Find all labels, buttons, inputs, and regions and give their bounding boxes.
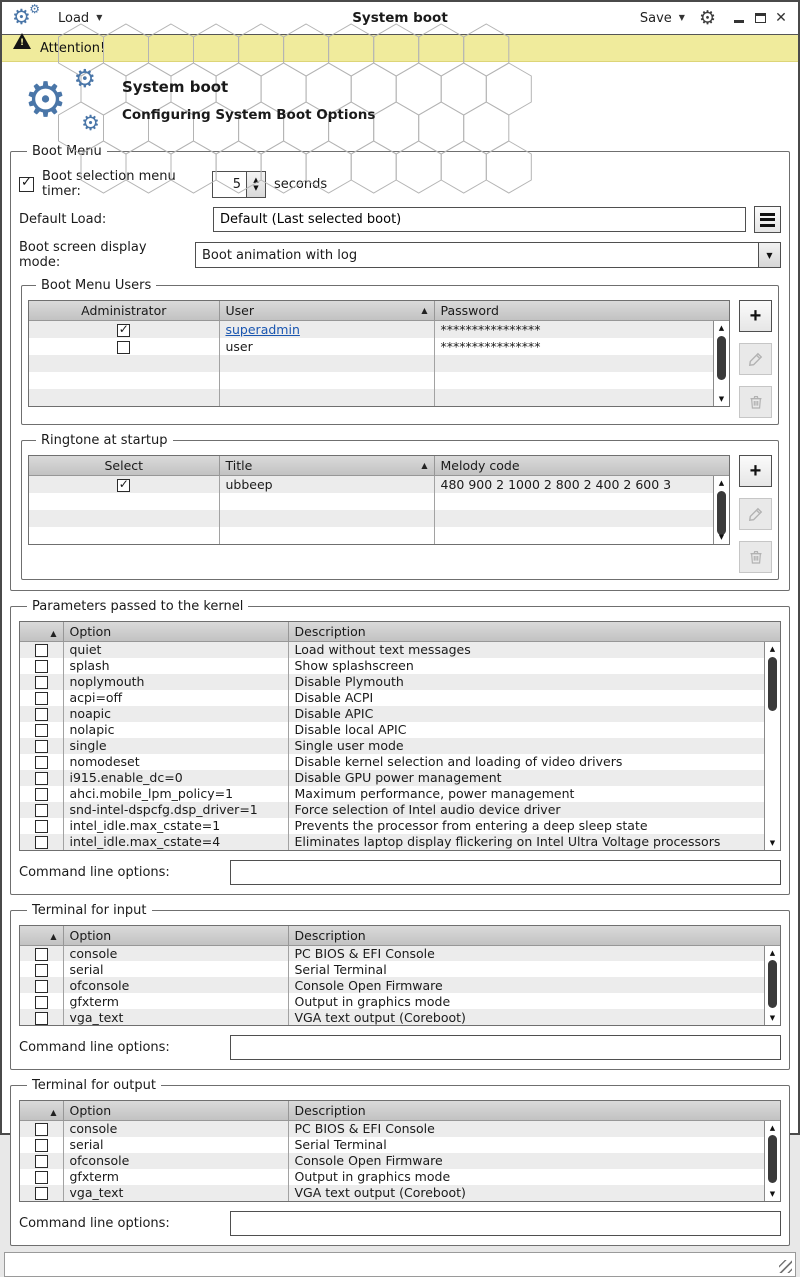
group-legend: Boot Menu Users xyxy=(41,278,152,293)
terminal-output-group xyxy=(10,1078,790,1246)
delete-user-button[interactable] xyxy=(739,386,772,418)
gear-icon: ⚙ xyxy=(12,5,31,29)
titlebar xyxy=(2,2,798,35)
table-row[interactable]: nomodeset Disable kernel selection and loading of video drivers xyxy=(20,754,780,770)
table-row[interactable]: ofconsole Console Open Firmware xyxy=(20,1153,780,1169)
page-header xyxy=(2,62,798,142)
scroll-up-icon[interactable]: ▲ xyxy=(718,324,725,332)
empty-table-row xyxy=(29,372,729,389)
kernel-params-group xyxy=(10,599,790,895)
load-menu-label: Load xyxy=(58,10,90,26)
vertical-scrollbar[interactable] xyxy=(713,476,729,544)
trash-icon xyxy=(748,549,764,565)
column-header[interactable]: Melody code xyxy=(434,456,729,476)
table-row[interactable]: serial Serial Terminal xyxy=(20,1137,780,1153)
row-checkbox[interactable] xyxy=(35,1171,48,1184)
terminal-input-table[interactable] xyxy=(19,925,781,1027)
row-checkbox[interactable] xyxy=(35,1155,48,1168)
add-user-button[interactable]: + xyxy=(739,300,772,332)
default-load-menu-button[interactable] xyxy=(754,206,781,233)
maximize-icon xyxy=(755,13,766,23)
kernel-cmdline-input[interactable] xyxy=(230,860,781,885)
gear-icon: ⚙ xyxy=(73,64,96,93)
column-header[interactable] xyxy=(20,1101,63,1121)
scroll-up-icon[interactable]: ▲ xyxy=(769,948,776,957)
gear-icon: ⚙ xyxy=(81,111,100,135)
timer-unit-label: seconds xyxy=(274,176,328,192)
close-button[interactable]: ✕ xyxy=(775,10,787,26)
row-checkbox[interactable] xyxy=(35,756,48,769)
display-mode-label: Boot screen display mode: xyxy=(19,240,147,270)
edit-ringtone-button[interactable] xyxy=(739,498,772,530)
column-header[interactable]: User ▲ xyxy=(219,301,434,321)
row-checkbox[interactable] xyxy=(35,740,48,753)
table-row[interactable]: console PC BIOS & EFI Console xyxy=(20,1121,780,1137)
sort-asc-icon: ▲ xyxy=(421,461,428,470)
row-checkbox[interactable] xyxy=(35,1012,48,1025)
settings-gear-icon[interactable]: ⚙ xyxy=(698,6,716,29)
row-checkbox[interactable] xyxy=(35,980,48,993)
boot-menu-users-group xyxy=(21,278,779,425)
pencil-icon xyxy=(747,506,764,523)
table-row[interactable]: splash Show splashscreen xyxy=(20,658,780,674)
table-row[interactable]: ✓ ubbeep 480 900 2 1000 2 800 2 400 2 600 3 xyxy=(29,476,729,493)
save-menu-label: Save xyxy=(639,10,672,26)
cmdline-label: Command line options: xyxy=(19,864,170,880)
row-checkbox[interactable] xyxy=(35,1187,48,1200)
boot-menu-group xyxy=(10,144,790,591)
table-row[interactable]: single Single user mode xyxy=(20,738,780,754)
app-logo-gears-icon xyxy=(24,64,100,136)
timer-value: 5 xyxy=(213,172,246,197)
row-checkbox[interactable] xyxy=(35,964,48,977)
row-checkbox[interactable] xyxy=(117,341,130,354)
table-row[interactable]: i915.enable_dc=0 Disable GPU power management xyxy=(20,770,780,786)
table-row[interactable]: ofconsole Console Open Firmware xyxy=(20,977,780,993)
ringtone-table[interactable] xyxy=(28,455,730,545)
table-row[interactable]: acpi=off Disable ACPI xyxy=(20,690,780,706)
save-menu-button[interactable] xyxy=(638,9,687,28)
row-checkbox[interactable] xyxy=(35,660,48,673)
group-legend: Boot Menu xyxy=(32,144,102,159)
empty-table-row xyxy=(29,355,729,372)
table-row[interactable]: noapic Disable APIC xyxy=(20,706,780,722)
attention-banner xyxy=(2,35,798,62)
column-header[interactable]: Description xyxy=(288,926,780,946)
user-link[interactable]: superadmin xyxy=(225,321,300,337)
status-bar xyxy=(4,1252,796,1277)
table-row[interactable]: snd-intel-dspcfg.dsp_driver=1 Force selection of Intel audio device driver xyxy=(20,802,780,818)
vertical-scrollbar[interactable] xyxy=(764,642,780,850)
table-row[interactable]: ✓ superadmin **************** xyxy=(29,321,729,338)
scrollbar-thumb[interactable] xyxy=(717,491,726,535)
kernel-params-table[interactable] xyxy=(19,621,781,851)
column-header[interactable]: Description xyxy=(288,1101,780,1121)
row-checkbox[interactable]: ✓ xyxy=(118,322,129,337)
minimize-icon xyxy=(734,20,744,23)
table-row[interactable]: ahci.mobile_lpm_policy=1 Maximum performance, power management xyxy=(20,786,780,802)
default-load-input[interactable] xyxy=(213,207,746,232)
resize-grip[interactable] xyxy=(779,1260,792,1273)
row-checkbox[interactable] xyxy=(35,1123,48,1136)
row-checkbox[interactable] xyxy=(35,644,48,657)
timer-spinner[interactable] xyxy=(212,171,266,198)
page-title: System boot xyxy=(122,78,229,96)
terminal-output-table[interactable] xyxy=(19,1100,781,1202)
sort-asc-icon: ▲ xyxy=(50,1107,57,1117)
hamburger-icon xyxy=(760,213,775,216)
column-header[interactable]: Option xyxy=(63,622,288,642)
column-header[interactable]: Password xyxy=(434,301,729,321)
scroll-up-icon[interactable]: ▲ xyxy=(718,479,725,487)
column-header[interactable]: Description xyxy=(288,622,780,642)
scrollbar-thumb[interactable] xyxy=(717,336,726,380)
scroll-down-icon[interactable]: ▼ xyxy=(769,1014,776,1022)
chevron-down-icon: ▼ xyxy=(96,13,103,22)
group-legend: Terminal for input xyxy=(32,902,147,918)
scroll-down-icon[interactable]: ▼ xyxy=(718,532,725,541)
scroll-up-icon[interactable]: ▲ xyxy=(769,1124,776,1132)
row-checkbox[interactable] xyxy=(35,676,48,689)
table-row[interactable]: quiet Load without text messages xyxy=(20,642,780,658)
attention-text: Attention! xyxy=(40,40,106,56)
scrollbar-thumb[interactable] xyxy=(768,1135,777,1183)
table-row[interactable]: console PC BIOS & EFI Console xyxy=(20,945,780,961)
row-checkbox[interactable] xyxy=(35,836,48,849)
window-controls xyxy=(732,11,788,25)
cmdline-label: Command line options: xyxy=(19,1215,170,1231)
boot-timer-label: Boot selection menu timer: xyxy=(42,169,176,199)
scroll-down-icon[interactable]: ▼ xyxy=(769,838,776,847)
spin-down-icon[interactable]: ▼ xyxy=(253,184,259,192)
add-ringtone-button[interactable]: + xyxy=(739,455,772,487)
app-gears-icon xyxy=(12,4,42,32)
column-header[interactable]: Select xyxy=(29,456,219,476)
edit-user-button[interactable] xyxy=(739,343,772,375)
table-row[interactable]: nolapic Disable local APIC xyxy=(20,722,780,738)
chevron-down-icon: ▼ xyxy=(766,250,773,260)
table-row[interactable]: intel_idle.max_cstate=1 Prevents the processor from entering a deep sleep state xyxy=(20,818,780,834)
gear-icon: ⚙ xyxy=(29,2,40,16)
check-icon: ✓ xyxy=(21,175,32,190)
column-header[interactable] xyxy=(20,926,63,946)
vertical-scrollbar[interactable] xyxy=(764,1121,780,1201)
empty-table-row xyxy=(29,493,729,510)
spinner-buttons[interactable] xyxy=(246,172,265,197)
terminal-input-cmdline-input[interactable] xyxy=(230,1035,781,1060)
scrollbar-thumb[interactable] xyxy=(768,657,777,711)
scroll-down-icon[interactable]: ▼ xyxy=(718,394,725,403)
column-header[interactable]: Title ▲ xyxy=(219,456,434,476)
gear-icon: ⚙ xyxy=(24,72,68,128)
trash-icon xyxy=(748,394,764,410)
scroll-up-icon[interactable]: ▲ xyxy=(769,645,776,653)
sort-asc-icon: ▲ xyxy=(50,628,57,638)
row-checkbox[interactable] xyxy=(35,724,48,737)
vertical-scrollbar[interactable] xyxy=(713,321,729,406)
scroll-down-icon[interactable]: ▼ xyxy=(769,1189,776,1198)
sort-asc-icon: ▲ xyxy=(421,306,428,315)
default-load-label: Default Load: xyxy=(19,212,107,227)
row-checkbox[interactable] xyxy=(35,708,48,721)
page-subtitle: Configuring System Boot Options xyxy=(122,107,376,123)
display-mode-select[interactable] xyxy=(195,242,781,268)
combo-dropdown-button[interactable] xyxy=(758,243,780,267)
spin-up-icon[interactable]: ▲ xyxy=(253,175,259,184)
table-row[interactable]: noplymouth Disable Plymouth xyxy=(20,674,780,690)
window-title: System boot xyxy=(352,10,448,26)
ringtone-group xyxy=(21,433,779,580)
table-row[interactable]: intel_idle.max_cstate=4 Eliminates laptop display flickering on Intel Ultra Voltage processors xyxy=(20,834,780,850)
empty-table-row xyxy=(29,389,729,406)
scrollbar-thumb[interactable] xyxy=(768,960,777,1008)
table-row[interactable]: vga_text VGA text output (Coreboot) xyxy=(20,1185,780,1201)
pencil-icon xyxy=(747,351,764,368)
column-header[interactable] xyxy=(20,622,63,642)
table-row[interactable]: user **************** xyxy=(29,338,729,355)
sort-asc-icon: ▲ xyxy=(50,932,57,941)
cmdline-label: Command line options: xyxy=(19,1040,170,1055)
delete-ringtone-button[interactable] xyxy=(739,541,772,573)
table-row[interactable]: vga_text VGA text output (Coreboot) xyxy=(20,1009,780,1025)
row-checkbox[interactable] xyxy=(35,692,48,705)
minimize-button[interactable] xyxy=(732,11,746,25)
row-checkbox[interactable] xyxy=(35,788,48,801)
terminal-output-cmdline-input[interactable] xyxy=(230,1211,781,1236)
row-checkbox[interactable] xyxy=(35,804,48,817)
row-checkbox[interactable]: ✓ xyxy=(118,477,129,492)
chevron-down-icon: ▼ xyxy=(678,13,685,22)
row-checkbox[interactable] xyxy=(35,820,48,833)
maximize-button[interactable] xyxy=(753,11,767,25)
row-checkbox[interactable] xyxy=(35,1139,48,1152)
empty-table-row xyxy=(29,527,729,544)
terminal-input-group xyxy=(10,903,790,1071)
warning-icon: ! xyxy=(13,33,31,49)
users-table[interactable] xyxy=(28,300,730,407)
group-legend: Parameters passed to the kernel xyxy=(32,599,244,614)
row-checkbox[interactable] xyxy=(35,772,48,785)
row-checkbox[interactable] xyxy=(35,996,48,1009)
group-legend: Terminal for output xyxy=(32,1078,156,1093)
column-header[interactable]: Option xyxy=(63,1101,288,1121)
column-header[interactable]: Administrator xyxy=(29,301,219,321)
table-row[interactable]: gfxterm Output in graphics mode xyxy=(20,1169,780,1185)
boot-timer-checkbox[interactable] xyxy=(19,177,34,192)
row-checkbox[interactable] xyxy=(35,948,48,961)
empty-table-row xyxy=(29,510,729,527)
table-row[interactable]: serial Serial Terminal xyxy=(20,961,780,977)
column-header[interactable]: Option xyxy=(63,926,288,946)
display-mode-value: Boot animation with log xyxy=(196,243,758,267)
vertical-scrollbar[interactable] xyxy=(764,946,780,1026)
table-row[interactable]: gfxterm Output in graphics mode xyxy=(20,993,780,1009)
group-legend: Ringtone at startup xyxy=(41,433,168,448)
